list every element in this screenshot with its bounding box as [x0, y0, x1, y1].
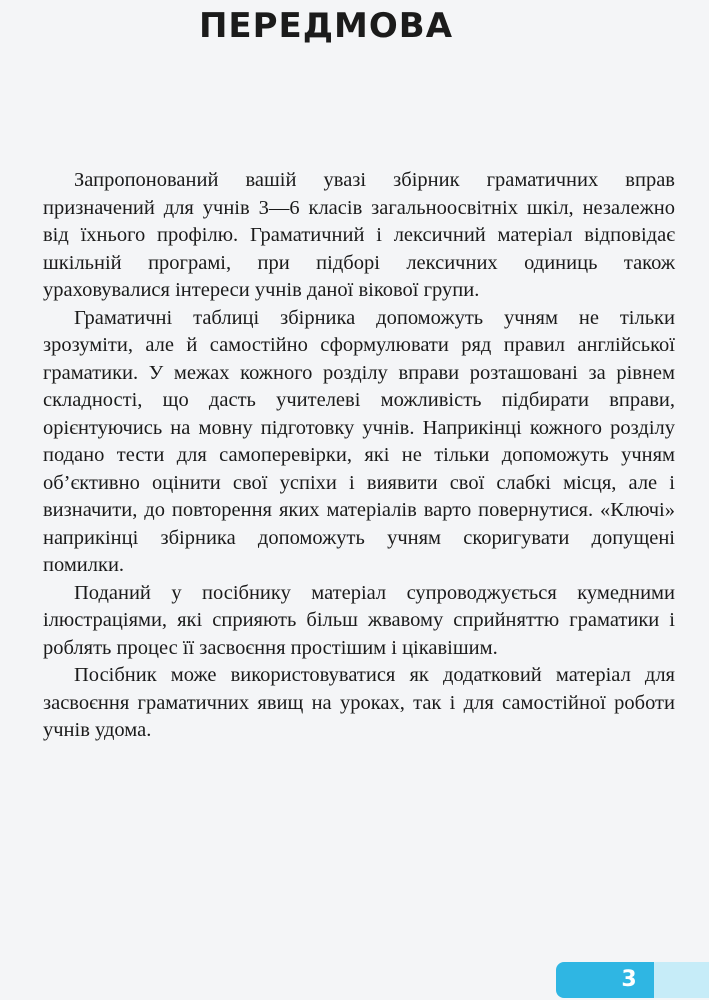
page-number: 3 [621, 967, 637, 992]
paragraph: Поданий у посібнику матеріал супроводжується кумедними ілюстраціями, які сприяють більш жвавому сприйняттю граматики і роблять процес її засвоєння простішим і цікавішим. [43, 581, 675, 659]
paragraph: Посібник може використовуватися як додатковий матеріал для засвоєння граматичних явищ на уроках, так і для самостійної роботи учнів удома. [43, 664, 675, 741]
paragraph: Граматичні таблиці збірника допоможуть учням не тільки зрозуміти, але й самостійно сформулювати ряд правил англійської граматики. У межах кожного розділу вправи розташовані за рівнем складності, що дасть учителеві можливість підбирати вправи, орієнтуючись на мовну підготовку учнів. Наприкінці кожного розділу подано тести для самоперевірки, які не тільки допоможуть учням об’єктивно оцінити свої успіхи і виявити свої слабкі місця, але і визначити, до повторення яких матеріалів варто повернутися. «Ключі» наприкінці збірника допоможуть учням скоригувати допущені помилки. [43, 306, 675, 576]
preface-body [43, 167, 675, 745]
page-tab-accent [648, 962, 709, 998]
page-tab-main [556, 962, 654, 998]
page-number-tab [556, 962, 709, 998]
page-title: ПЕРЕДМОВА [198, 6, 454, 46]
paragraph: Запропонований вашій увазі збірник граматичних вправ призначений для учнів 3—6 класів загальноосвітніх шкіл, незалежно від їхнього профілю. Граматичний і лексичний матеріал відповідає шкільній програмі, при підборі лексичних одиниць також ураховувалися інтереси учнів даної вікової групи. [43, 169, 675, 301]
